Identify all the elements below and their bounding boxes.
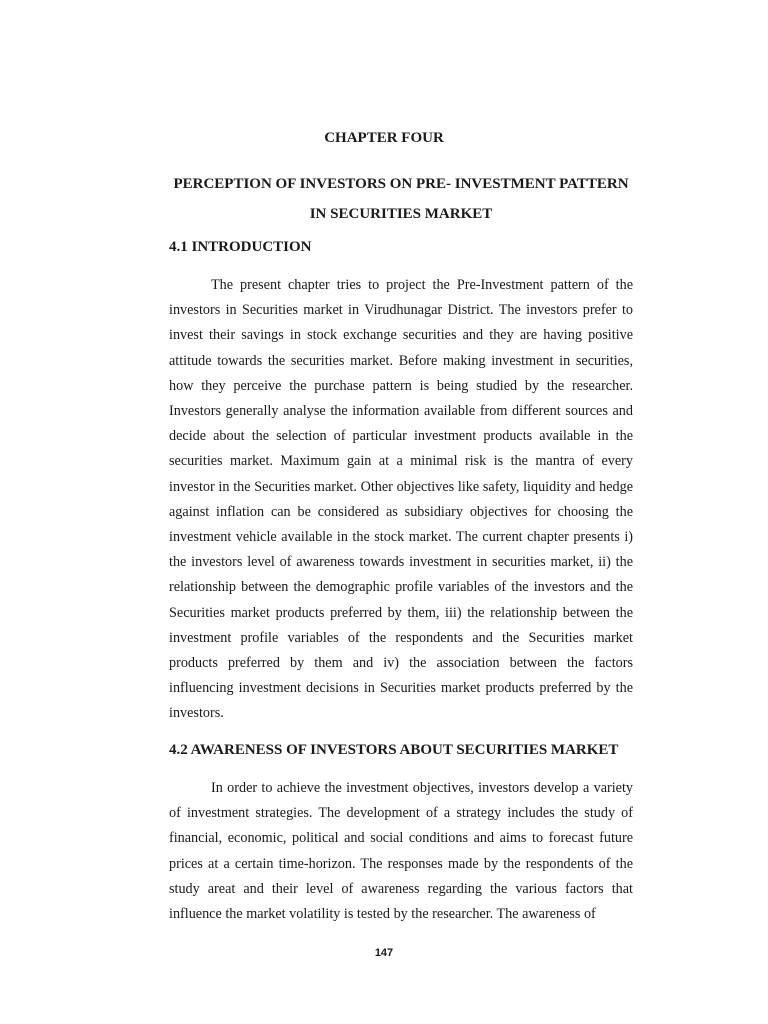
- chapter-label: CHAPTER FOUR: [324, 130, 444, 146]
- introduction-paragraph: The present chapter tries to project the Pre-Investment pattern of the investors in Securities market in Virudhunagar District. The investors prefer to invest their savings in stock exchange securities and they are having positive attitude towards the securities market. Before making investment in securities, how they perceive the purchase pattern is being studied by the researcher. Investors generally analyse the information available from different sources and decide about the selection of particular investment products available in the securities market. Maximum gain at a minimal risk is the mantra of every investor in the Securities market. Other objectives like safety, liquidity and hedge against inflation can be considered as subsidiary objectives for choosing the investment vehicle available in the stock market. The current chapter presents i) the investors level of awareness towards investment in securities market, ii) the relationship between the demographic profile variables of the investors and the Securities market products preferred by them, iii) the relationship between the investment profile variables of the respondents and the Securities market products preferred by them and iv) the association between the factors influencing investment decisions in Securities market products preferred by the investors.: [169, 277, 633, 722]
- section-heading-introduction: 4.1 INTRODUCTION: [169, 239, 312, 255]
- section-heading-awareness: 4.2 AWARENESS OF INVESTORS ABOUT SECURITIES MARKET: [169, 742, 619, 758]
- page-number: 147: [374, 947, 394, 959]
- awareness-paragraph: In order to achieve the investment objectives, investors develop a variety of investment strategies. The development of a strategy includes the study of financial, economic, political and social conditions and aims to forecast future prices at a certain time-horizon. The responses made by the respondents of the study areat and their level of awareness regarding the various factors that influence the market volatility is tested by the researcher. The awareness of: [169, 780, 633, 923]
- chapter-title: PERCEPTION OF INVESTORS ON PRE- INVESTMENT PATTERN IN SECURITIES MARKET: [173, 176, 629, 222]
